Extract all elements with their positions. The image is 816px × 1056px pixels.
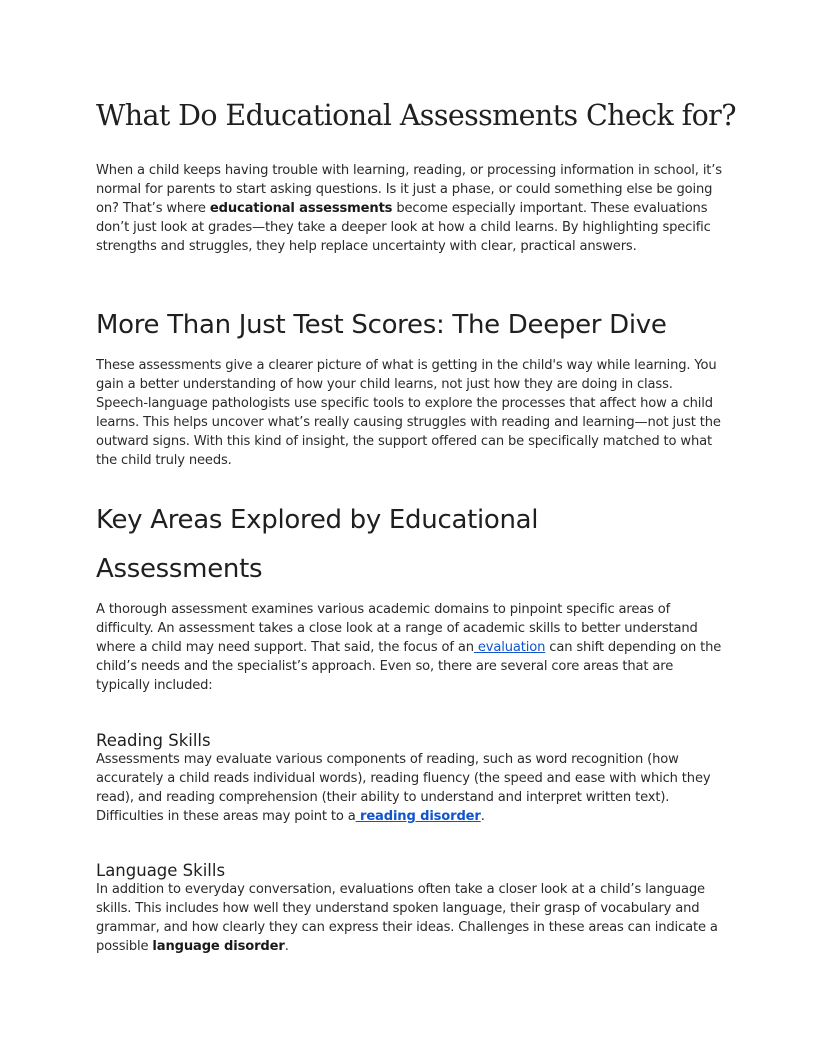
subheading-reading-skills: Reading Skills bbox=[96, 731, 211, 750]
reading-skills-paragraph bbox=[96, 750, 726, 826]
subheading-language-skills: Language Skills bbox=[96, 861, 226, 880]
key-areas-text-end: can shift depending on the child’s needs and the specialist’s approach. Even so, there are several core areas that are typically included: bbox=[96, 640, 722, 693]
intro-bold-term: educational assessments bbox=[209, 201, 393, 216]
intro-text-start: When a child keeps having trouble with learning, reading, or processing information in school, it’s normal for parents to start asking questions. Is it just a phase, or could something else be going on? That’s where bbox=[96, 163, 722, 216]
evaluation-link[interactable]: evaluation bbox=[473, 640, 546, 655]
section-heading-key-areas: Key Areas Explored by Educational Assessments bbox=[96, 505, 539, 584]
language-bold-term: language disorder bbox=[152, 939, 285, 954]
intro-paragraph bbox=[96, 161, 726, 256]
intro-text-end: become especially important. These evaluations don’t just look at grades—they take a deeper look at how a child learns. By highlighting specific strengths and struggles, they help replace uncertainty with clear, practical answers. bbox=[96, 201, 711, 254]
reading-disorder-link[interactable]: reading disorder bbox=[355, 809, 481, 824]
language-text-end: . bbox=[284, 939, 289, 954]
language-text-start: In addition to everyday conversation, evaluations often take a closer look at a child’s language skills. This includes how well they understand spoken language, their grasp of vocabulary and grammar, and how clearly they can express their ideas. Challenges in these areas can indicate a possible bbox=[96, 882, 718, 954]
section-heading-deeper-dive: More Than Just Test Scores: The Deeper Dive bbox=[96, 310, 667, 340]
deeper-dive-paragraph: These assessments give a clearer picture of what is getting in the child's way while learning. You gain a better understanding of how your child learns, not just how they are doing in class. Speech-language pathologists use specific tools to explore the processes that affect how a child learns. This helps uncover what’s really causing struggles with reading and learning—not just the outward signs. With this kind of insight, the support offered can be specifically matched to what the child truly needs. bbox=[96, 358, 721, 468]
reading-text-end: . bbox=[480, 809, 485, 824]
key-areas-paragraph bbox=[96, 600, 726, 695]
page-title: What Do Educational Assessments Check for? bbox=[96, 99, 736, 132]
reading-text-start: Assessments may evaluate various components of reading, such as word recognition (how accurately a child reads individual words), reading fluency (the speed and ease with which they read), and reading comprehension (their ability to understand and interpret written text). Difficulties in these areas may point to a bbox=[96, 752, 711, 824]
language-skills-paragraph bbox=[96, 880, 726, 956]
key-areas-text-start: A thorough assessment examines various academic domains to pinpoint specific areas of difficulty. An assessment takes a close look at a range of academic skills to better understand where a child may need support. That said, the focus of an bbox=[96, 602, 698, 655]
